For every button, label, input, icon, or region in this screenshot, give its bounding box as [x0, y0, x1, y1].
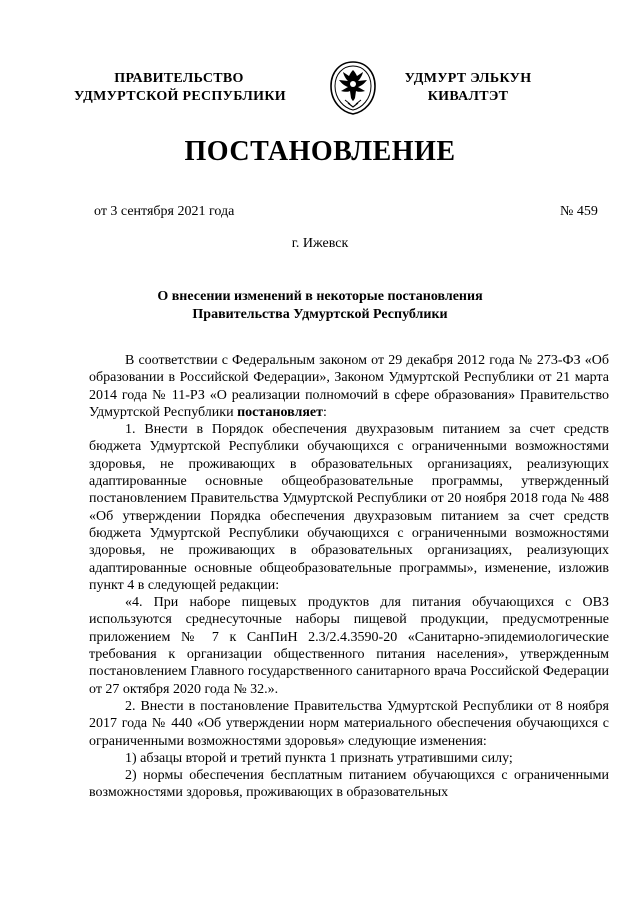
- government-name-udmurt: [378, 70, 558, 106]
- paragraph-item-1: 1. Внести в Порядок обеспечения двухразовым питанием за счет средств бюджета Удмуртской Республики обучающихся с ограниченными возможностями здоровья, не проживающих в образовательных организациях, реализующих адаптированные основные общеобразовательные программы, утвержденный постановлением Правительства Удмуртской Республики от 20 ноября 2018 года № 488 «Об утверждении Порядка обеспечения двухразовым питанием за счет средств бюджета Удмуртской Республики обучающихся с ограниченными возможностями здоровья, не проживающих в образовательных организациях, реализующих адаптированные основные общеобразовательные программы», изменение, изложив пункт 4 в следующей редакции:: [89, 422, 609, 593]
- subject-line-1: О внесении изменений в некоторые постановления: [157, 289, 483, 304]
- preamble-colon: :: [323, 404, 327, 420]
- paragraph-item-1-quote: «4. При наборе пищевых продуктов для питания обучающихся с ОВЗ используются среднесуточные наборы пищевой продукции, предусмотренные приложением № 7 к СанПиН 2.3/2.4.3590-20 «Санитарно-эпидемиологические требования к организации общественного питания населения», утвержденным постановлением Главного государственного санитарного врача Российской Федерации от 27 октября 2020 года № 32.».: [89, 595, 609, 697]
- government-name-line-2: УДМУРТСКОЙ РЕСПУБЛИКИ: [74, 89, 286, 104]
- udmurt-coat-of-arms-icon: [326, 60, 380, 116]
- document-city: г. Ижевск: [291, 236, 349, 251]
- government-name-line-1: ПРАВИТЕЛЬСТВО: [114, 71, 244, 86]
- document-date: от 3 сентября 2021 года: [94, 204, 235, 219]
- government-name-udmurt-line-1: УДМУРТ ЭЛЬКУН: [404, 71, 532, 86]
- document-title: ПОСТАНОВЛЕНИЕ: [184, 136, 456, 167]
- preamble-decree-word: постановляет: [237, 404, 324, 420]
- paragraph-item-2-sub-2: 2) нормы обеспечения бесплатным питанием обучающихся с ограниченными возможностями здоровья, проживающих в образовательных: [89, 768, 609, 801]
- paragraph-item-2-sub-1: 1) абзацы второй и третий пункта 1 признать утратившими силу;: [125, 750, 513, 766]
- subject-line-2: Правительства Удмуртской Республики: [192, 307, 448, 322]
- government-name-russian: [74, 70, 284, 106]
- paragraph-preamble: [89, 352, 609, 421]
- document-subject: [0, 288, 640, 324]
- document-body: [89, 352, 609, 802]
- preamble-text: В соответствии с Федеральным законом от 29 декабря 2012 года № 273-ФЗ «Об образовании в Российской Федерации», Законом Удмуртской Республики от 21 марта 2014 года № 11-РЗ «О реализации полномочий в сфере образования» Правительство Удмуртской Республики: [89, 353, 609, 420]
- government-name-udmurt-line-2: КИВАЛТЭТ: [427, 89, 509, 104]
- document-number: № 459: [560, 204, 598, 219]
- paragraph-item-2: 2. Внести в постановление Правительства Удмуртской Республики от 8 ноября 2017 года № 440 «Об утверждении норм материального обеспечения обучающихся с ограниченными возможностями здоровья» следующие изменения:: [89, 698, 609, 749]
